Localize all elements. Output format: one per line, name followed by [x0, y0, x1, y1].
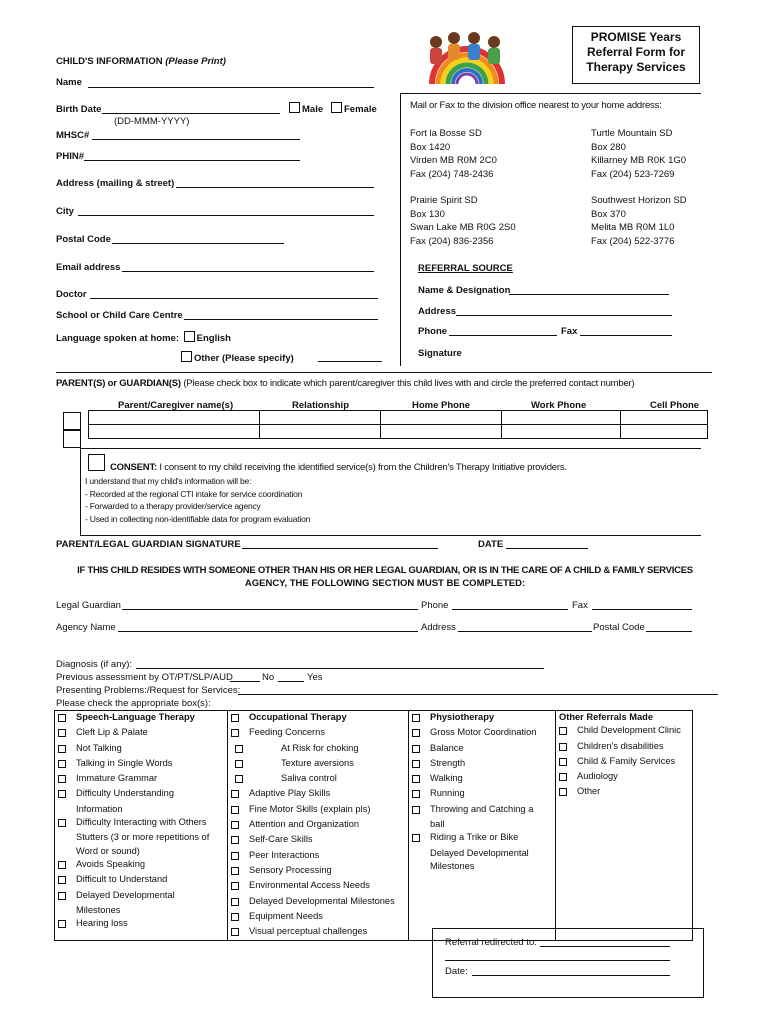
school-field[interactable]: [184, 319, 378, 320]
service-option[interactable]: [231, 772, 405, 787]
guardian-signature-field[interactable]: [242, 548, 438, 549]
checkbox-icon[interactable]: [58, 729, 66, 737]
service-option[interactable]: [58, 889, 224, 904]
service-label: Difficulty Understanding: [76, 788, 175, 799]
referral-phone-field[interactable]: [449, 335, 557, 336]
checkbox-icon[interactable]: [231, 790, 239, 798]
cfs-fax-label: Fax: [572, 600, 588, 611]
checkbox-icon[interactable]: [58, 892, 66, 900]
checkbox-icon[interactable]: [58, 760, 66, 768]
birth-date-field[interactable]: [102, 113, 280, 114]
parents-heading: PARENT(S) or GUARDIAN(S) (Please check box to indicate which parent/caregiver this child lives with and circle the preferred contact number): [56, 378, 635, 389]
checkbox-icon[interactable]: [58, 714, 66, 722]
service-option[interactable]: [412, 818, 552, 831]
guardian-signature-label: PARENT/LEGAL GUARDIAN SIGNATURE: [56, 539, 241, 550]
other-language-option[interactable]: Other (Please specify): [181, 351, 294, 364]
service-label: Other: [577, 786, 601, 797]
service-option[interactable]: [559, 755, 689, 770]
service-option[interactable]: [231, 833, 405, 848]
service-label: Delayed Developmental: [430, 847, 529, 858]
parents-table: [88, 410, 708, 439]
work-phone-cell[interactable]: [502, 425, 621, 439]
office-turtle-mountain: Turtle Mountain SD Box 280 Killarney MB R0K 1G0 Fax (204) 523-7269: [591, 128, 687, 180]
service-option[interactable]: [231, 787, 405, 802]
cfs-address-field[interactable]: [458, 631, 592, 632]
address-label: Address (mailing & street): [56, 178, 175, 189]
consent-checkbox[interactable]: [88, 454, 105, 471]
referral-fax-label: Fax: [561, 326, 578, 337]
service-label: Peer Interactions: [249, 849, 320, 860]
checkbox-icon[interactable]: [58, 920, 66, 928]
female-option[interactable]: Female: [331, 102, 377, 115]
section-divider: [56, 372, 712, 373]
service-option[interactable]: [412, 742, 552, 757]
service-option[interactable]: [231, 726, 405, 741]
checkbox-icon[interactable]: [231, 806, 239, 814]
previous-assessment-label: Previous assessment by OT/PT/SLP/AUD: [56, 672, 233, 683]
cell-phone-cell[interactable]: [621, 411, 708, 425]
service-label: Adaptive Play Skills: [249, 788, 331, 799]
office-prairie-spirit: Prairie Spirit SD Box 130 Swan Lake MB R0G 2S0 Fax (204) 836-2356: [410, 195, 516, 247]
service-label: Riding a Trike or Bike: [430, 832, 519, 843]
service-label: Fine Motor Skills (explain pls): [249, 803, 371, 814]
col-relationship: Relationship: [292, 400, 350, 411]
name-label: Name: [56, 77, 82, 88]
cfs-address-label: Address: [421, 622, 456, 633]
name-field[interactable]: [88, 87, 374, 88]
checkbox-icon[interactable]: [412, 714, 420, 722]
referral-name-field[interactable]: [509, 294, 669, 295]
child-info-heading: CHILD'S INFORMATION (Please Print): [56, 56, 226, 67]
form-title-line: Referral Form for: [586, 45, 686, 59]
service-option[interactable]: [412, 772, 552, 787]
checkbox-icon[interactable]: [559, 758, 567, 766]
service-label: Environmental Access Needs: [249, 880, 370, 891]
redirect-field-continuation[interactable]: [445, 960, 670, 961]
service-heading-row: [58, 711, 224, 726]
service-label: Visual perceptual challenges: [249, 926, 368, 937]
city-field[interactable]: [78, 215, 374, 216]
service-option[interactable]: [559, 740, 689, 755]
phin-label: PHIN#: [56, 151, 84, 162]
service-option[interactable]: [58, 772, 224, 787]
referral-source-heading: REFERRAL SOURCE: [418, 263, 513, 274]
service-heading: Speech-Language Therapy: [76, 712, 195, 722]
previous-no-label: No: [262, 672, 275, 683]
service-option[interactable]: [412, 831, 552, 846]
checkbox-icon[interactable]: [412, 790, 420, 798]
service-option[interactable]: [58, 873, 224, 888]
office-southwest-horizon: Southwest Horizon SD Box 370 Melita MB R0M 1L0 Fax (204) 522-3776: [591, 195, 687, 247]
service-label: Cleft Lip & Palate: [76, 727, 148, 738]
cfs-postal-field[interactable]: [646, 631, 692, 632]
referral-address-label: Address: [418, 306, 457, 317]
col-parent-name: Parent/Caregiver name(s): [118, 400, 234, 411]
service-option[interactable]: [412, 787, 552, 802]
checkbox-icon[interactable]: [412, 745, 420, 753]
doctor-field[interactable]: [90, 298, 378, 299]
cfs-notice-line1: IF THIS CHILD RESIDES WITH SOMEONE OTHER THAN HIS OR HER LEGAL GUARDIAN, OR IS IN THE CARE OF A CHILD & FAMILY SERVICES: [77, 565, 693, 576]
service-label: Feeding Concerns: [249, 727, 325, 738]
service-option[interactable]: [231, 879, 405, 894]
service-label: Saliva control: [281, 773, 337, 784]
service-option[interactable]: [58, 816, 224, 831]
service-option[interactable]: [231, 849, 405, 864]
service-heading: Other Referrals Made: [559, 712, 654, 722]
service-label: Balance: [430, 742, 464, 753]
office-fort-la-bosse: Fort la Bosse SD Box 1420 Virden MB R0M 2C0 Fax (204) 748-2436: [410, 128, 497, 180]
service-label: Walking: [430, 773, 463, 784]
service-option[interactable]: [231, 742, 405, 757]
parent-name-cell[interactable]: [89, 411, 260, 425]
service-label: Throwing and Catching a: [430, 803, 534, 814]
service-option[interactable]: [58, 858, 224, 873]
service-option[interactable]: [231, 757, 405, 772]
checkbox-icon[interactable]: [412, 760, 420, 768]
form-title-line: PROMISE Years: [590, 30, 682, 44]
language-label: Language spoken at home: English: [56, 333, 231, 344]
table-row: [89, 425, 708, 439]
checkbox-icon[interactable]: [412, 729, 420, 737]
service-label: Stutters (3 or more repetitions of: [76, 832, 210, 843]
mail-intro: Mail or Fax to the division office nearest to your home address:: [410, 100, 662, 111]
service-label: Avoids Speaking: [76, 858, 146, 869]
service-option[interactable]: [231, 818, 405, 833]
parent-1-checkbox[interactable]: [63, 412, 81, 430]
redirect-date-field[interactable]: [472, 975, 670, 976]
checkbox-icon[interactable]: [559, 773, 567, 781]
service-option[interactable]: [231, 803, 405, 818]
referral-name-label: Name & Designation: [418, 285, 511, 296]
service-label: Delayed Developmental: [76, 889, 175, 900]
legal-guardian-label: Legal Guardian: [56, 600, 121, 611]
home-phone-cell[interactable]: [381, 411, 502, 425]
cfs-notice-line2: AGENCY, THE FOLLOWING SECTION MUST BE COMPLETED:: [244, 578, 526, 589]
birth-date-label: Birth Date: [56, 104, 102, 115]
service-label: Hearing loss: [76, 918, 128, 929]
postal-code-field[interactable]: [112, 243, 284, 244]
checkbox-icon[interactable]: [231, 928, 239, 936]
service-label: Child Development Clinic: [577, 725, 681, 736]
checkbox-icon[interactable]: [231, 852, 239, 860]
checkbox-icon[interactable]: [412, 775, 420, 783]
check-boxes-instruction: Please check the appropriate box(s):: [56, 698, 211, 709]
checkbox-icon[interactable]: [231, 729, 239, 737]
form-title-box: [572, 26, 700, 84]
service-label: Milestones: [76, 904, 121, 915]
speech-column: [55, 711, 228, 941]
service-label: Talking in Single Words: [76, 757, 173, 768]
service-option[interactable]: [58, 917, 224, 932]
col-home-phone: Home Phone: [412, 400, 471, 411]
service-option[interactable]: [58, 787, 224, 802]
service-option[interactable]: [58, 742, 224, 757]
phin-field[interactable]: [84, 160, 300, 161]
service-label: Texture aversions: [281, 757, 354, 768]
diagnosis-label: Diagnosis (if any):: [56, 659, 133, 670]
checkbox-icon[interactable]: [231, 714, 239, 722]
presenting-problems-label: Presenting Problems:/Request for Services:: [56, 685, 241, 696]
service-option[interactable]: [58, 831, 224, 844]
service-option[interactable]: [231, 925, 405, 940]
checkbox-icon[interactable]: [235, 760, 243, 768]
previous-assessment-field[interactable]: [230, 681, 260, 682]
checkbox-icon[interactable]: [559, 788, 567, 796]
service-option[interactable]: [559, 770, 689, 785]
service-option[interactable]: [412, 860, 552, 873]
previous-no-field[interactable]: [278, 681, 304, 682]
checkbox-icon[interactable]: [231, 836, 239, 844]
cfs-phone-label: Phone: [421, 600, 449, 611]
cfs-postal-label: Postal Code: [593, 622, 645, 633]
table-row: [89, 411, 708, 425]
service-option[interactable]: [231, 864, 405, 879]
signature-date-label: DATE: [478, 539, 504, 550]
redirect-date-label: Date:: [445, 966, 468, 977]
service-label: Difficult to Understand: [76, 874, 168, 885]
other-language-checkbox[interactable]: [181, 351, 192, 362]
services-table: [54, 710, 693, 941]
email-label: Email address: [56, 262, 121, 273]
service-option[interactable]: [58, 845, 224, 858]
col-cell-phone: Cell Phone: [650, 400, 700, 411]
service-label: Running: [430, 788, 465, 799]
service-label: Immature Grammar: [76, 773, 158, 784]
checkbox-icon[interactable]: [235, 775, 243, 783]
service-heading-row: [231, 711, 405, 726]
service-option[interactable]: [559, 724, 689, 739]
diagnosis-field[interactable]: [136, 668, 544, 669]
service-label: Children's disabilities: [577, 740, 664, 751]
service-label: Word or sound): [76, 845, 140, 856]
agency-name-label: Agency Name: [56, 622, 116, 633]
address-field[interactable]: [176, 187, 374, 188]
service-label: Self-Care Skills: [249, 834, 313, 845]
redirect-label: Referral redirected to:: [445, 937, 537, 948]
checkbox-icon[interactable]: [231, 882, 239, 890]
service-label: Not Talking: [76, 742, 122, 753]
agency-name-field[interactable]: [118, 631, 418, 632]
relationship-cell[interactable]: [260, 411, 381, 425]
service-label: Equipment Needs: [249, 910, 323, 921]
checkbox-icon[interactable]: [58, 861, 66, 869]
checkbox-icon[interactable]: [231, 898, 239, 906]
checkbox-icon[interactable]: [58, 745, 66, 753]
checkbox-icon[interactable]: [231, 821, 239, 829]
checkbox-icon[interactable]: [58, 775, 66, 783]
school-label: School or Child Care Centre: [56, 310, 183, 321]
work-phone-cell[interactable]: [502, 411, 621, 425]
signature-date-field[interactable]: [506, 548, 588, 549]
legal-guardian-field[interactable]: [122, 609, 418, 610]
checkbox-icon[interactable]: [412, 806, 420, 814]
cfs-fax-field[interactable]: [592, 609, 692, 610]
parent-name-cell[interactable]: [89, 425, 260, 439]
male-option[interactable]: Male: [289, 102, 323, 115]
service-label: Milestones: [430, 860, 475, 871]
occupational-column: [228, 711, 409, 941]
checkbox-icon[interactable]: [559, 727, 567, 735]
doctor-label: Doctor: [56, 289, 87, 300]
consent-statement: CONSENT: I consent to my child receiving the identified service(s) from the Children's Therapy Initiative providers.: [110, 462, 567, 473]
mhsc-field[interactable]: [92, 139, 300, 140]
cfs-phone-field[interactable]: [452, 609, 568, 610]
referral-phone-label: Phone: [418, 326, 448, 337]
service-label: Sensory Processing: [249, 864, 332, 875]
checkbox-icon[interactable]: [559, 743, 567, 751]
other-language-field[interactable]: [318, 361, 382, 362]
home-phone-cell[interactable]: [381, 425, 502, 439]
parent-2-checkbox[interactable]: [63, 430, 81, 448]
service-option[interactable]: [559, 785, 689, 800]
service-label: Delayed Developmental Milestones: [249, 895, 395, 906]
checkbox-icon[interactable]: [231, 867, 239, 875]
service-label: Child & Family Services: [577, 755, 676, 766]
service-option[interactable]: [231, 910, 405, 925]
mhsc-label: MHSC#: [56, 130, 90, 141]
service-option[interactable]: [412, 803, 552, 818]
promise-years-logo: [424, 28, 510, 86]
service-option[interactable]: [231, 895, 405, 910]
city-label: City: [56, 206, 74, 217]
checkbox-icon[interactable]: [231, 913, 239, 921]
service-option[interactable]: [58, 757, 224, 772]
email-field[interactable]: [122, 271, 374, 272]
physio-column: [409, 711, 556, 941]
service-label: Attention and Organization: [249, 819, 360, 830]
other-referrals-column: [556, 711, 693, 941]
relationship-cell[interactable]: [260, 425, 381, 439]
consent-details: I understand that my child's information will be: - Recorded at the regional CTI intake for service coordination - Forwarded to a therapy provider/service agency - Used in collecting non-identifiable data for program evaluation: [85, 476, 311, 524]
service-option[interactable]: [58, 904, 224, 917]
service-label: Difficulty Interacting with Others: [76, 817, 207, 828]
birth-date-format: (DD-MMM-YYYY): [114, 116, 190, 127]
service-label: Audiology: [577, 771, 618, 782]
referral-signature-label: Signature: [418, 348, 462, 359]
service-heading: Occupational Therapy: [249, 712, 347, 722]
service-heading-row: [412, 711, 552, 726]
male-checkbox[interactable]: [289, 102, 300, 113]
service-option[interactable]: [412, 757, 552, 772]
service-option[interactable]: [58, 726, 224, 741]
presenting-problems-field[interactable]: [238, 694, 718, 695]
redirect-field[interactable]: [540, 946, 670, 947]
col-work-phone: Work Phone: [531, 400, 587, 411]
service-label: Gross Motor Coordination: [430, 727, 537, 738]
female-checkbox[interactable]: [331, 102, 342, 113]
form-title-line: Therapy Services: [586, 60, 686, 74]
postal-code-label: Postal Code: [56, 234, 111, 245]
checkbox-icon[interactable]: [58, 819, 66, 827]
checkbox-icon[interactable]: [58, 876, 66, 884]
service-label: Strength: [430, 757, 466, 768]
service-option[interactable]: [412, 847, 552, 860]
previous-yes-label: Yes: [307, 672, 323, 683]
checkbox-icon[interactable]: [235, 745, 243, 753]
service-heading: Physiotherapy: [430, 712, 495, 722]
english-checkbox[interactable]: [184, 331, 195, 342]
service-option[interactable]: [412, 726, 552, 741]
checkbox-icon[interactable]: [58, 790, 66, 798]
service-label: Information: [76, 803, 123, 814]
referral-fax-field[interactable]: [580, 335, 672, 336]
checkbox-icon[interactable]: [412, 834, 420, 842]
referral-address-field[interactable]: [456, 315, 672, 316]
cell-phone-cell[interactable]: [621, 425, 708, 439]
service-option[interactable]: [58, 803, 224, 816]
service-label: At Risk for choking: [281, 742, 359, 753]
service-label: ball: [430, 819, 445, 830]
